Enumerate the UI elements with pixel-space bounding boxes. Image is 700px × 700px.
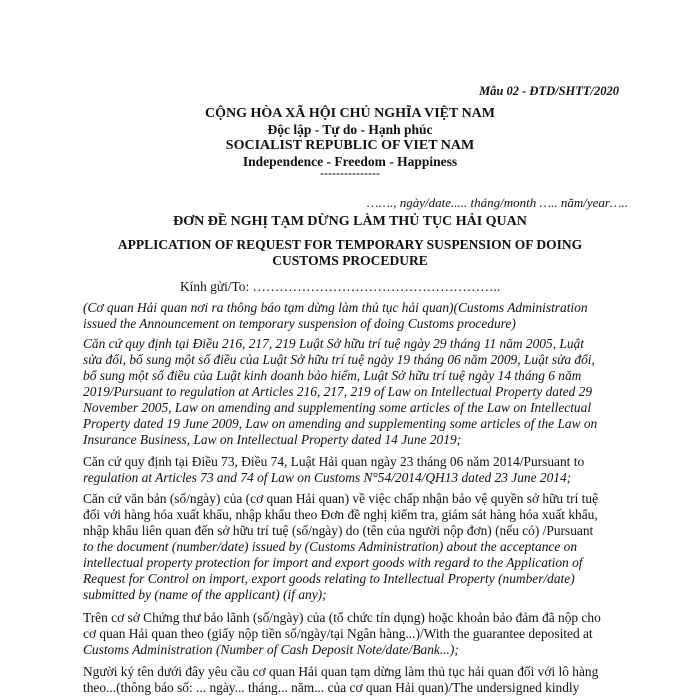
header-divider: --------------- — [320, 166, 380, 180]
paragraph-ip-law — [83, 336, 628, 448]
paragraph-request — [83, 664, 628, 696]
paragraph-line: Customs Administration (Number of Cash Deposit Note/date/Bank...); — [83, 642, 459, 657]
form-code: Mẫu 02 - ĐTD/SHTT/2020 — [479, 84, 619, 98]
paragraph-line: nhập khẩu liên quan đến sở hữu trí tuệ (số/ngày) do (tên của người nộp đơn) (nếu có) /Pursuant — [83, 523, 594, 538]
paragraph-line: Insurance Business, Law on Intellectual Property dated 14 June 2019; — [83, 432, 462, 447]
paragraph-line: cơ quan Hải quan theo (giấy nộp tiền số/ngày/tại Ngân hàng...)/With the guarantee deposited at — [83, 626, 593, 641]
paragraph-line: (Cơ quan Hải quan nơi ra thông báo tạm dừng làm thủ tục hải quan)(Customs Administration — [83, 300, 588, 315]
paragraph-line: Căn cứ văn bản (số/ngày) của (cơ quan Hải quan) về việc chấp nhận bảo vệ quyền sở hữu trí tuệ — [83, 491, 599, 506]
paragraph-customs-admin — [83, 300, 628, 332]
paragraph-line: đối với hàng hóa xuất khẩu, nhập khẩu theo Đơn đề nghị kiểm tra, giám sát hàng hóa xuất khẩu, — [83, 507, 598, 522]
paragraph-line: bổ sung một số điều của Luật kinh doanh bảo hiểm, Luật Sở hữu trí tuệ ngày 14 tháng 6 năm — [83, 368, 582, 383]
paragraph-line: Căn cứ quy định tại Điều 73, Điều 74, Luật Hải quan ngày 23 tháng 06 năm 2014/Pursuant to — [83, 454, 585, 469]
title-en-line2: CUSTOMS PROCEDURE — [272, 253, 428, 268]
paragraph-line: issued the Announcement on temporary suspension of doing Customs procedure) — [83, 316, 516, 331]
paragraph-customs-law — [83, 454, 628, 486]
date-line: ……., ngày/date..... tháng/month ….. năm/year….. — [366, 195, 628, 210]
paragraph-line: Property dated 19 June 2009, Law on amending and supplementing some articles of the Law on — [83, 416, 598, 431]
paragraph-line: regulation at Articles 73 and 74 of Law on Customs N°54/2014/QH13 dated 23 June 2014; — [83, 470, 572, 485]
addressee-line: Kính gửi/To: ……………………………………………….. — [180, 279, 501, 294]
title-vn: ĐƠN ĐỀ NGHỊ TẠM DỪNG LÀM THỦ TỤC HẢI QUAN — [173, 214, 527, 229]
motto-vn: Độc lập - Tự do - Hạnh phúc — [267, 122, 433, 137]
motto-en: Independence - Freedom - Happiness — [242, 154, 458, 169]
paragraph-line: 2019/Pursuant to regulation at Articles 216, 217, 219 of Law on Intellectual Property dated 29 — [83, 384, 593, 399]
country-name-vn: CỘNG HÒA XÃ HỘI CHỦ NGHĨA VIỆT NAM — [204, 106, 495, 121]
paragraph-line: sửa đổi, bổ sung một số điều của Luật Sở hữu trí tuệ ngày 19 tháng 06 năm 2009, Luật sửa đổi, — [83, 352, 595, 367]
country-name-en: SOCIALIST REPUBLIC OF VIET NAM — [225, 138, 475, 153]
paragraph-line: Căn cứ quy định tại Điều 216, 217, 219 Luật Sở hữu trí tuệ ngày 29 tháng 11 năm 2005, Luật — [83, 336, 584, 351]
paragraph-line: Trên cơ sở Chứng thư bảo lãnh (số/ngày) của (tổ chức tín dụng) hoặc khoản bảo đảm đã nộp cho — [83, 610, 601, 625]
paragraph-line: to the document (number/date) issued by (Customs Administration) about the acceptance on — [83, 539, 578, 554]
paragraph-line: intellectual property protection for import and export goods with regard to the Application of — [83, 555, 583, 570]
paragraph-line: November 2005, Law on amending and supplementing some articles of the Law on Intellectual — [83, 400, 592, 415]
paragraph-document-basis — [83, 491, 628, 603]
paragraph-line: theo...(thông báo số: ... ngày... tháng... năm... của cơ quan Hải quan)/The undersigned kindly — [83, 680, 580, 695]
paragraph-line: Người ký tên dưới đây yêu cầu cơ quan Hải quan tạm dừng làm thủ tục hải quan đối với lô hàng — [83, 664, 599, 679]
paragraph-line: submitted by (name of the applicant) (if any); — [83, 587, 327, 602]
title-en-line1: APPLICATION OF REQUEST FOR TEMPORARY SUSPENSION OF DOING — [117, 237, 583, 252]
paragraph-guarantee — [83, 610, 628, 658]
paragraph-line: Request for Control on import, export goods relating to Intellectual Property (number/date) — [83, 571, 575, 586]
